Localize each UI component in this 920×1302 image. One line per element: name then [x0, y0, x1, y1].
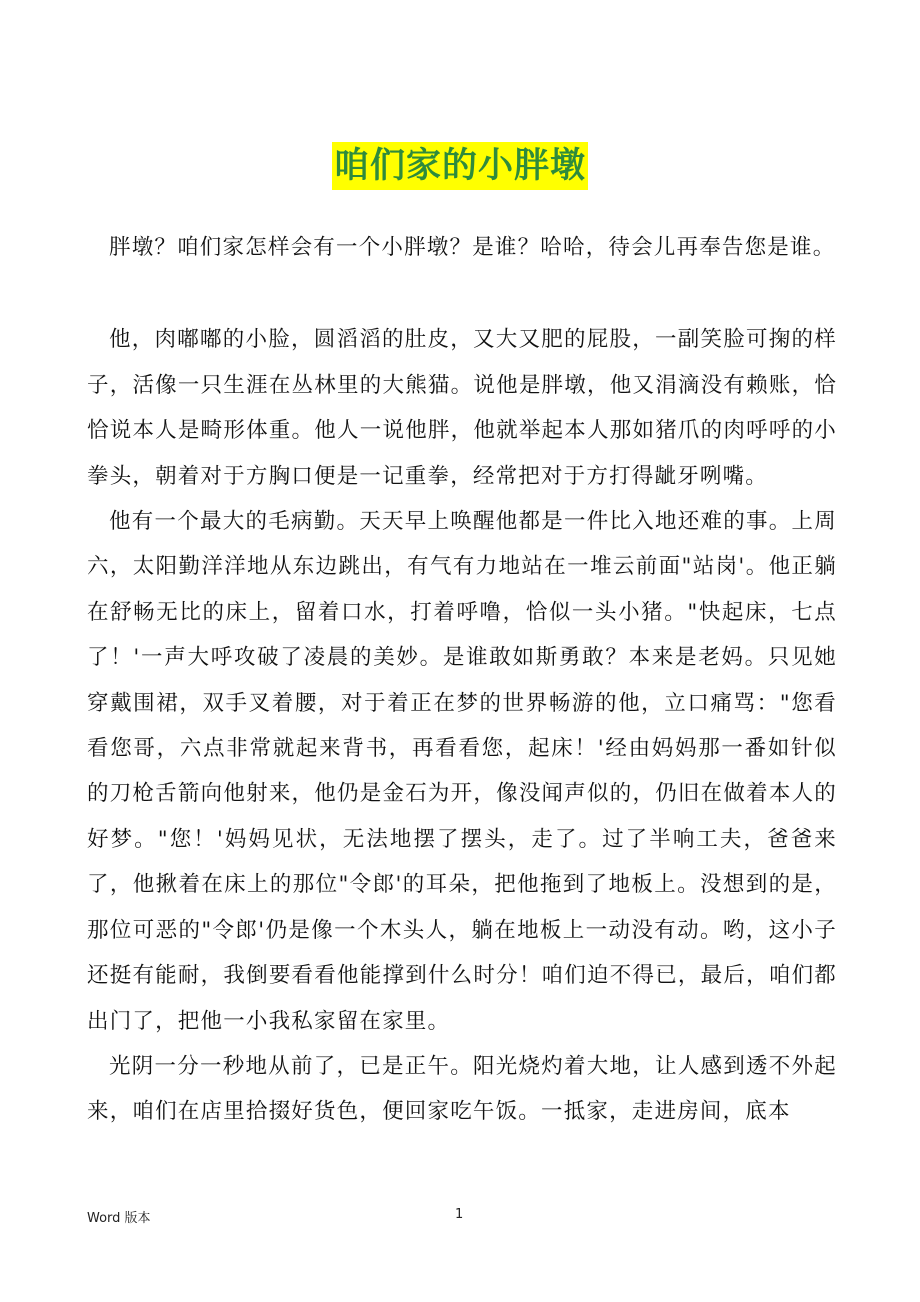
title-container [0, 142, 920, 190]
document-title: 咱们家的小胖墩 [332, 142, 588, 190]
paragraph-2: 他，肉嘟嘟的小脸，圆滔滔的肚皮，又大又肥的屁股，一副笑脸可掬的样子，活像一只生涯在丛林里的大熊猫。说他是胖墩，他又涓滴没有赖账，恰恰说本人是畸形体重。他人一说他胖，他就举起本人那如猪爪的肉呼呼的小拳头，朝着对于方胸口便是一记重拳，经常把对于方打得龇牙咧嘴。 [87, 327, 837, 489]
page-number: 1 [455, 1207, 464, 1222]
paragraph-4: 光阴一分一秒地从前了，已是正午。阳光烧灼着大地，让人感到透不外起来，咱们在店里拾掇好货色，便回家吃午饭。一抵家，走进房间，底本 [87, 1053, 837, 1125]
footer-label: Word 版本 [87, 1211, 151, 1226]
paragraph-3: 他有一个最大的毛病勤。天天早上唤醒他都是一件比入地还难的事。上周六，太阳勤洋洋地从东边跳出，有气有力地站在一堆云前面"站岗'。他正躺在舒畅无比的床上，留着口水，打着呼噜，恰似一头小猪。"快起床，七点了！'一声大呼攻破了凌晨的美妙。是谁敢如斯勇敢？本来是老妈。只见她穿戴围裙，双手叉着腰，对于着正在梦的世界畅游的他，立口痛骂："您看看您哥，六点非常就起来背书，再看看您，起床！'经由妈妈那一番如针似的刀枪舌箭向他射来，他仍是金石为开，像没闻声似的，仍旧在做着本人的好梦。"您！'妈妈见状，无法地摆了摆头，走了。过了半响工夫，爸爸来了，他揪着在床上的那位"令郎'的耳朵，把他拖到了地板上。没想到的是，那位可恶的"令郎'仍是像一个木头人，躺在地板上一动没有动。哟，这小子还挺有能耐，我倒要看看他能撑到什么时分！咱们迫不得已，最后，咱们都出门了，把他一小我私家留在家里。 [87, 509, 837, 1034]
paragraph-1: 胖墩？咱们家怎样会有一个小胖墩？是谁？哈哈，待会儿再奉告您是谁。 [109, 235, 836, 260]
document-body [87, 225, 837, 1135]
